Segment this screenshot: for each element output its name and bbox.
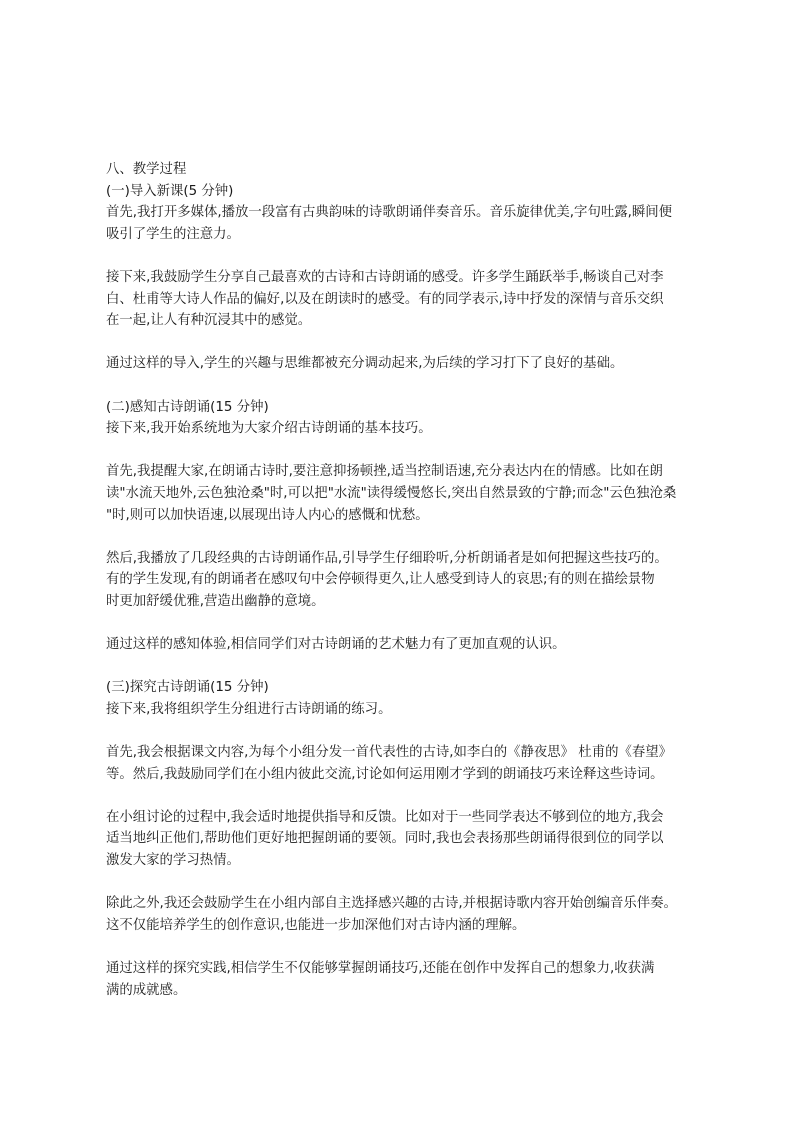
paragraph-line: 然后,我播放了几段经典的古诗朗诵作品,引导学生仔细聆听,分析朗诵者是如何把握这些技巧的。: [106, 550, 668, 566]
paragraph-line: 有的学生发现,有的朗诵者在感叹句中会停顿得更久,让人感受到诗人的哀思;有的则在描绘景物: [106, 572, 655, 588]
paragraph-gap: [106, 526, 706, 548]
paragraph-line: 首先,我打开多媒体,播放一段富有古典韵味的诗歌朗诵伴奏音乐。音乐旋律优美,字句吐露,瞬间便: [106, 205, 673, 221]
paragraph-line: 首先,我提醒大家,在朗诵古诗时,要注意抑扬顿挫,适当控制语速,充分表达内在的情感。比如在朗: [106, 464, 663, 480]
paragraph-line: 接下来,我鼓励学生分享自己最喜欢的古诗和古诗朗诵的感受。许多学生踊跃举手,畅谈自己对李: [106, 269, 664, 285]
subsection-heading: (二)感知古诗朗诵(15 分钟): [106, 399, 269, 415]
subsection-heading: (一)导入新课(5 分钟): [106, 183, 234, 199]
paragraph-gap: [106, 720, 706, 742]
document-page: [106, 159, 706, 1001]
section-heading: 八、教学过程: [106, 162, 187, 177]
paragraph-gap: [106, 936, 706, 958]
paragraph-line: 接下来,我将组织学生分组进行古诗朗诵的练习。: [106, 701, 392, 717]
paragraph-line: 等。然后,我鼓励同学们在小组内彼此交流,讨论如何运用刚才学到的朗诵技巧来诠释这些诗词。: [106, 766, 664, 782]
paragraph-gap: [106, 440, 706, 462]
paragraph-gap: [106, 612, 706, 634]
paragraph-line: 通过这样的探究实践,相信学生不仅能够掌握朗诵技巧,还能在创作中发挥自己的想象力,收获满: [106, 960, 655, 976]
paragraph-gap: [106, 872, 706, 894]
paragraph-gap: [106, 332, 706, 354]
paragraph-line: 满的成就感。: [106, 982, 187, 998]
paragraph-line: 通过这样的感知体验,相信同学们对古诗朗诵的艺术魅力有了更加直观的认识。: [106, 637, 566, 653]
paragraph-line: 适当地纠正他们,帮助他们更好地把握朗诵的要领。同时,我也会表扬那些朗诵得很到位的同学以: [106, 831, 664, 847]
paragraph-gap: [106, 375, 706, 397]
paragraph-line: 白、杜甫等大诗人作品的偏好,以及在朗读时的感受。有的同学表示,诗中抒发的深情与音乐交织: [106, 291, 664, 307]
paragraph-line: 在一起,让人有种沉浸其中的感觉。: [106, 313, 312, 329]
paragraph-line: 吸引了学生的注意力。: [106, 226, 240, 242]
paragraph-line: 接下来,我开始系统地为大家介绍古诗朗诵的基本技巧。: [106, 421, 432, 437]
paragraph-gap: [106, 785, 706, 807]
paragraph-line: 首先,我会根据课文内容,为每个小组分发一首代表性的古诗,如李白的《静夜思》 杜甫的《春望》: [106, 745, 673, 761]
paragraph-gap: [106, 245, 706, 267]
paragraph-line: 激发大家的学习热情。: [106, 853, 240, 868]
paragraph-line: 除此之外,我还会鼓励学生在小组内部自主选择感兴趣的古诗,并根据诗歌内容开始创编音乐伴奏。: [106, 896, 677, 912]
paragraph-line: "时,则可以加快语速,以展现出诗人内心的感慨和忧愁。: [106, 507, 429, 523]
paragraph-line: 时更加舒缓优雅,营造出幽静的意境。: [106, 593, 325, 609]
paragraph-line: 在小组讨论的过程中,我会适时地提供指导和反馈。比如对于一些同学表达不够到位的地方,我会: [106, 809, 664, 825]
paragraph-gap: [106, 656, 706, 678]
paragraph-line: 读"水流天地外,云色独沧桑"时,可以把"水流"读得缓慢悠长,突出自然景致的宁静;而念"云色独沧桑: [106, 485, 677, 501]
paragraph-line: 通过这样的导入,学生的兴趣与思维都被充分调动起来,为后续的学习打下了良好的基础。: [106, 356, 624, 372]
paragraph-line: 这不仅能培养学生的创作意识,也能进一步加深他们对古诗内涵的理解。: [106, 917, 526, 933]
subsection-heading: (三)探究古诗朗诵(15 分钟): [106, 680, 269, 696]
